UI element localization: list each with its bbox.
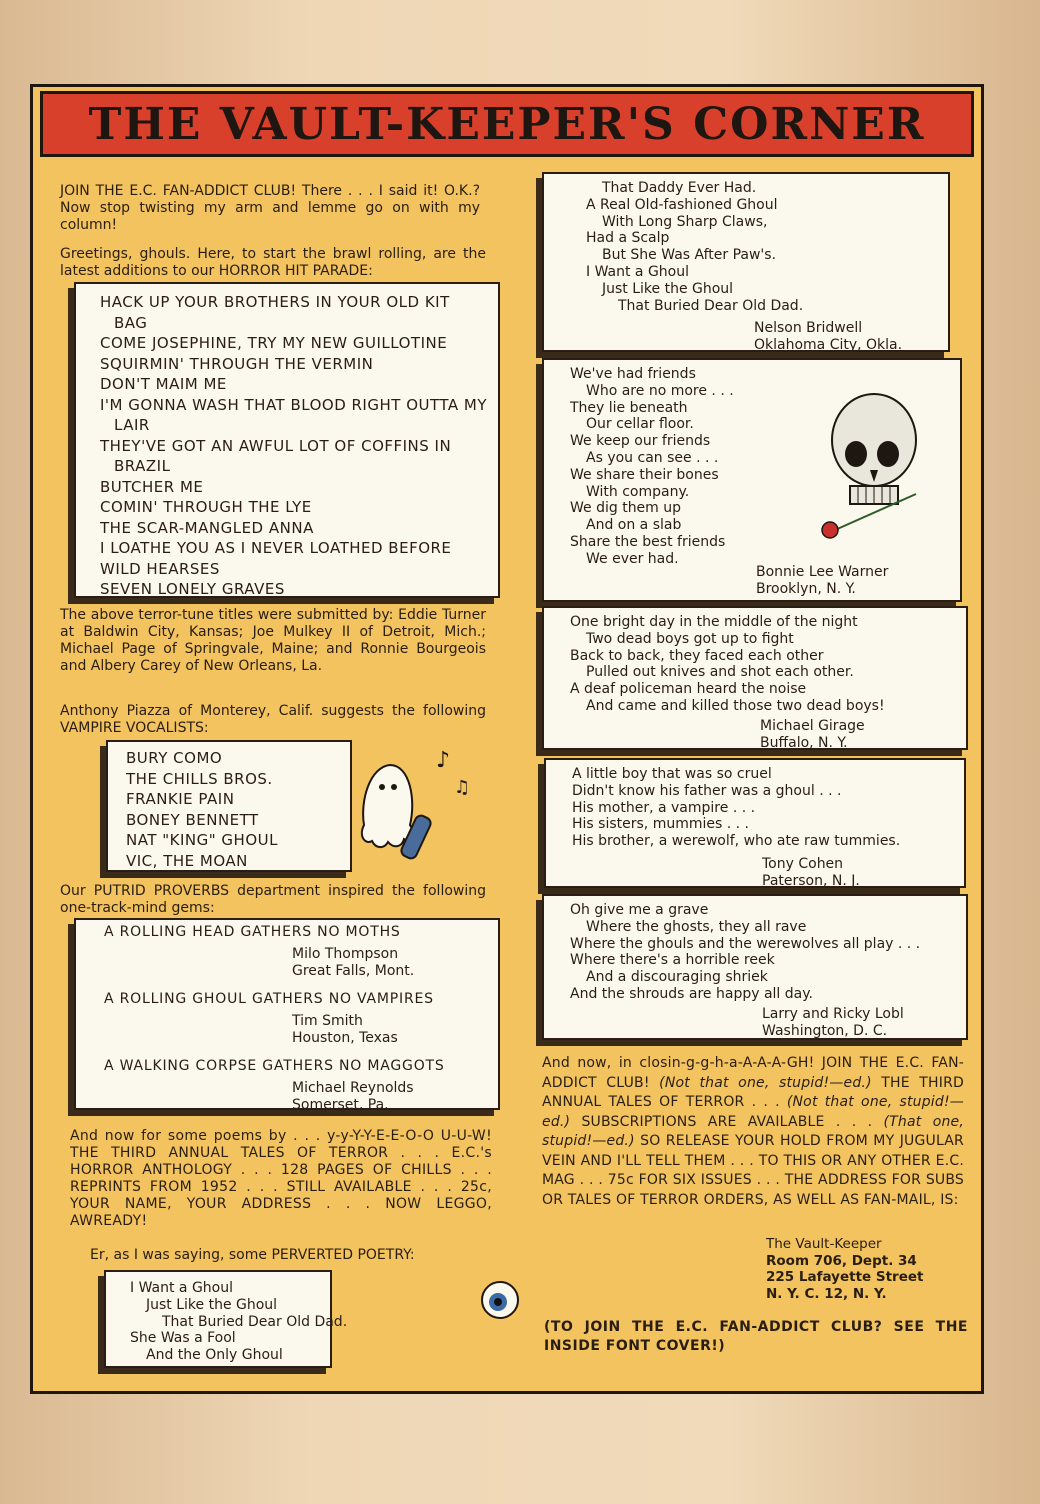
verse-line: We ever had.: [586, 550, 679, 567]
intro-paragraph-2: Greetings, ghouls. Here, to start the brawl rolling, are the latest additions to our HORROR HIT PARADE:: [60, 246, 486, 279]
song-title: SQUIRMIN' THROUGH THE VERMIN: [100, 354, 374, 373]
song-title: DON'T MAIM ME: [100, 375, 227, 393]
vocalist-name: VIC, THE MOAN: [126, 851, 248, 870]
song-title: WILD HEARSES: [100, 559, 220, 578]
poem-author: Tony Cohen: [762, 856, 844, 872]
poem-cruel-boy: [556, 766, 954, 850]
proverb-author: Michael Reynolds: [292, 1080, 414, 1096]
vampire-vocalists-list: [114, 748, 344, 871]
verse-line: Had a Scalp: [586, 230, 670, 247]
poem-author: Bonnie Lee Warner: [756, 564, 889, 580]
poem-friends-box: [542, 358, 962, 602]
verse-line: We keep our friends: [570, 433, 711, 450]
verse-line: Just Like the Ghoul: [146, 1296, 278, 1313]
proverb-place: Houston, Texas: [292, 1030, 398, 1046]
address-line: N. Y. C. 12, N. Y.: [766, 1285, 887, 1302]
hit-parade-list: [86, 292, 488, 600]
verse-line: Where the ghouls and the werewolves all play . . .: [570, 935, 921, 952]
verse-line: And on a slab: [586, 517, 682, 534]
address-line: 225 Lafayette Street: [766, 1269, 924, 1285]
verse-line: I Want a Ghoul: [130, 1280, 233, 1296]
hit-parade-box: [74, 282, 500, 598]
editor-aside: (That one, stupid!—ed.): [542, 1113, 964, 1149]
proverbs-intro: Our PUTRID PROVERBS department inspired the following one-track-mind gems:: [60, 883, 486, 916]
verse-line: With Long Sharp Claws,: [602, 213, 768, 230]
verse-line: They lie beneath: [570, 399, 688, 416]
proverb-text: A WALKING CORPSE GATHERS NO MAGGOTS: [104, 1058, 445, 1074]
song-title: THEY'VE GOT AN AWFUL LOT OF COFFINS IN BRAZIL: [100, 436, 452, 475]
proverb-text: A ROLLING HEAD GATHERS NO MOTHS: [104, 924, 401, 940]
editor-aside: (Not that one, stupid!—ed.): [542, 1094, 964, 1130]
verse-line: Two dead boys got up to fight: [586, 630, 794, 647]
verse-line: That Buried Dear Old Dad.: [162, 1313, 348, 1330]
page-title: THE VAULT-KEEPER'S CORNER: [88, 98, 926, 150]
proverb-place: Great Falls, Mont.: [292, 963, 415, 979]
poem-give-me-a-grave: [554, 902, 956, 1003]
verse-line: We've had friends: [570, 366, 696, 382]
verse-line: His mother, a vampire . . .: [572, 799, 756, 816]
verse-line: One bright day in the middle of the night: [570, 614, 858, 630]
poem-author: Michael Girage: [760, 718, 865, 734]
vampire-vocalists-box: [106, 740, 352, 872]
footer-note: (TO JOIN THE E.C. FAN-ADDICT CLUB? SEE THE INSIDE FONT COVER!): [544, 1319, 968, 1354]
proverb-author: Milo Thompson: [292, 946, 399, 962]
song-title: COME JOSEPHINE, TRY MY NEW GUILLOTINE: [100, 334, 448, 352]
verse-line: Share the best friends: [570, 533, 726, 550]
closing-text: THE THIRD ANNUAL TALES OF TERROR . . .: [542, 1074, 965, 1110]
title-banner: [40, 91, 974, 157]
vampire-intro: Anthony Piazza of Monterey, Calif. suggests the following VAMPIRE VOCALISTS:: [60, 703, 486, 736]
song-title: SEVEN LONELY GRAVES: [100, 580, 285, 598]
poem-place: Oklahoma City, Okla.: [754, 337, 903, 353]
poem-place: Washington, D. C.: [762, 1023, 888, 1039]
proverbs-box: [74, 918, 500, 1113]
submitted-by-paragraph: The above terror-tune titles were submitted by: Eddie Turner at Baldwin City, Kansas; Joe Mulkey II of Detroit, Mich.; Michael Page of Springvale, Maine; and Ronnie Bourgeois and Albery Carey of New Orleans, La.: [60, 607, 486, 674]
verse-line: Oh give me a grave: [570, 902, 709, 918]
verse-line: Where the ghosts, they all rave: [586, 918, 807, 935]
closing-paragraph: [542, 1054, 964, 1210]
song-title: BUTCHER ME: [100, 477, 204, 496]
skull-with-rose-icon: [816, 384, 936, 544]
verse-line: And the shrouds are happy all day.: [570, 985, 813, 1002]
poem-night-box: [542, 606, 968, 750]
song-title: I'M GONNA WASH THAT BLOOD RIGHT OUTTA MY LAIR: [100, 395, 488, 434]
verse-line: Pulled out knives and shot each other.: [586, 664, 854, 681]
svg-text:♫: ♫: [454, 777, 471, 798]
poem-ghoul-part-1: [114, 1280, 348, 1364]
song-title: COMIN' THROUGH THE LYE: [100, 498, 312, 516]
anthology-paragraph: And now for some poems by . . . y-y-Y-Y-E-E-O-O U-U-W! THE THIRD ANNUAL TALES OF TERROR . . . E.C.'s HORROR ANTHOLOGY . . . 128 PAGES OF CHILLS . . . REPRINTS FROM 1952 . . . STILL AVAILABLE . . . 25c, YOUR NAME, YOUR ADDRESS . . . NOW LEGGO, AWREADY!: [70, 1128, 492, 1229]
verse-line: A deaf policeman heard the noise: [570, 681, 807, 698]
verse-line: That Buried Dear Old Dad.: [618, 297, 804, 314]
poem-ghoul-part-1-box: [104, 1270, 348, 1368]
verse-line: Back to back, they faced each other: [570, 647, 824, 664]
vocalist-name: NAT "KING" GHOUL: [126, 831, 278, 849]
verse-line: Who are no more . . .: [586, 382, 734, 399]
vocalist-name: THE CHILLS BROS.: [126, 769, 273, 788]
eyeball-icon: [478, 1276, 522, 1324]
closing-text: SO RELEASE YOUR HOLD FROM MY JUGULAR VEIN AND I'LL TELL THEM . . . TO THIS OR ANY OTHER E.C. MAG . . . 75c FOR SIX ISSUES . . . THE ADDRESS FOR SUBS OR TALES OF TERROR ORDERS, AS WELL AS FAN-MAIL, IS:: [542, 1133, 964, 1208]
svg-text:♪: ♪: [436, 748, 451, 773]
proverb-author: Tim Smith: [292, 1013, 363, 1029]
verse-line: With company.: [586, 483, 690, 500]
address-line: The Vault-Keeper: [766, 1236, 882, 1252]
verse-line: We share their bones: [570, 466, 719, 483]
poem-cruel-box: [544, 758, 966, 888]
vocalist-name: BONEY BENNETT: [126, 810, 259, 829]
proverb-place: Somerset, Pa.: [292, 1097, 389, 1113]
poem-author: Larry and Ricky Lobl: [762, 1006, 904, 1022]
poem-grave-box: [542, 894, 968, 1040]
editor-aside: (Not that one, stupid!—ed.): [659, 1074, 872, 1091]
verse-line: Just Like the Ghoul: [602, 280, 734, 297]
poem-ghoul-part-2-box: [542, 172, 950, 352]
verse-line: And came and killed those two dead boys!: [586, 697, 885, 714]
proverb-text: A ROLLING GHOUL GATHERS NO VAMPIRES: [104, 991, 434, 1007]
poem-place: Paterson, N. J.: [762, 873, 860, 889]
intro-paragraph-1: JOIN THE E.C. FAN-ADDICT CLUB! There . . . I said it! O.K.? Now stop twisting my arm and lemme go on with my column!: [60, 183, 480, 233]
poem-place: Brooklyn, N. Y.: [756, 581, 856, 597]
verse-line: I Want a Ghoul: [586, 263, 689, 280]
ghost-singer-icon: [350, 745, 490, 875]
poem-author: Nelson Bridwell: [754, 320, 863, 336]
poem-middle-of-night: [554, 614, 956, 715]
poetry-intro: Er, as I was saying, some PERVERTED POETRY:: [90, 1247, 415, 1263]
poem-ghoul-part-2: [554, 180, 938, 314]
song-title: THE SCAR-MANGLED ANNA: [100, 518, 314, 537]
closing-text: And now, in closin-g-g-h-a-A-A-A-GH! JOIN THE E.C. FAN-ADDICT CLUB!: [542, 1055, 964, 1091]
song-title: HACK UP YOUR BROTHERS IN YOUR OLD KIT BAG: [100, 293, 450, 332]
verse-line: Our cellar floor.: [586, 416, 694, 433]
vocalist-name: BURY COMO: [126, 749, 223, 767]
verse-line: Where there's a horrible reek: [570, 952, 775, 969]
verse-line: A little boy that was so cruel: [572, 766, 772, 782]
verse-line: As you can see . . .: [586, 449, 719, 466]
verse-line: And the Only Ghoul: [146, 1347, 283, 1364]
verse-line: A Real Old-fashioned Ghoul: [586, 196, 778, 213]
verse-line: His brother, a werewolf, who ate raw tummies.: [572, 833, 901, 850]
mailing-address: [766, 1236, 923, 1302]
verse-line: But She Was After Paw's.: [602, 247, 777, 264]
verse-line: We dig them up: [570, 500, 682, 517]
verse-line: His sisters, mummies . . .: [572, 816, 749, 833]
vocalist-name: FRANKIE PAIN: [126, 790, 235, 808]
poem-place: Buffalo, N. Y.: [760, 735, 848, 751]
verse-line: That Daddy Ever Had.: [602, 180, 757, 196]
verse-line: She Was a Fool: [130, 1330, 236, 1347]
verse-line: And a discouraging shriek: [586, 969, 768, 986]
address-line: Room 706, Dept. 34: [766, 1252, 917, 1269]
song-title: I LOATHE YOU AS I NEVER LOATHED BEFORE: [100, 539, 452, 557]
verse-line: Didn't know his father was a ghoul . . .: [572, 782, 842, 799]
closing-text: SUBSCRIPTIONS ARE AVAILABLE . . .: [570, 1113, 884, 1130]
